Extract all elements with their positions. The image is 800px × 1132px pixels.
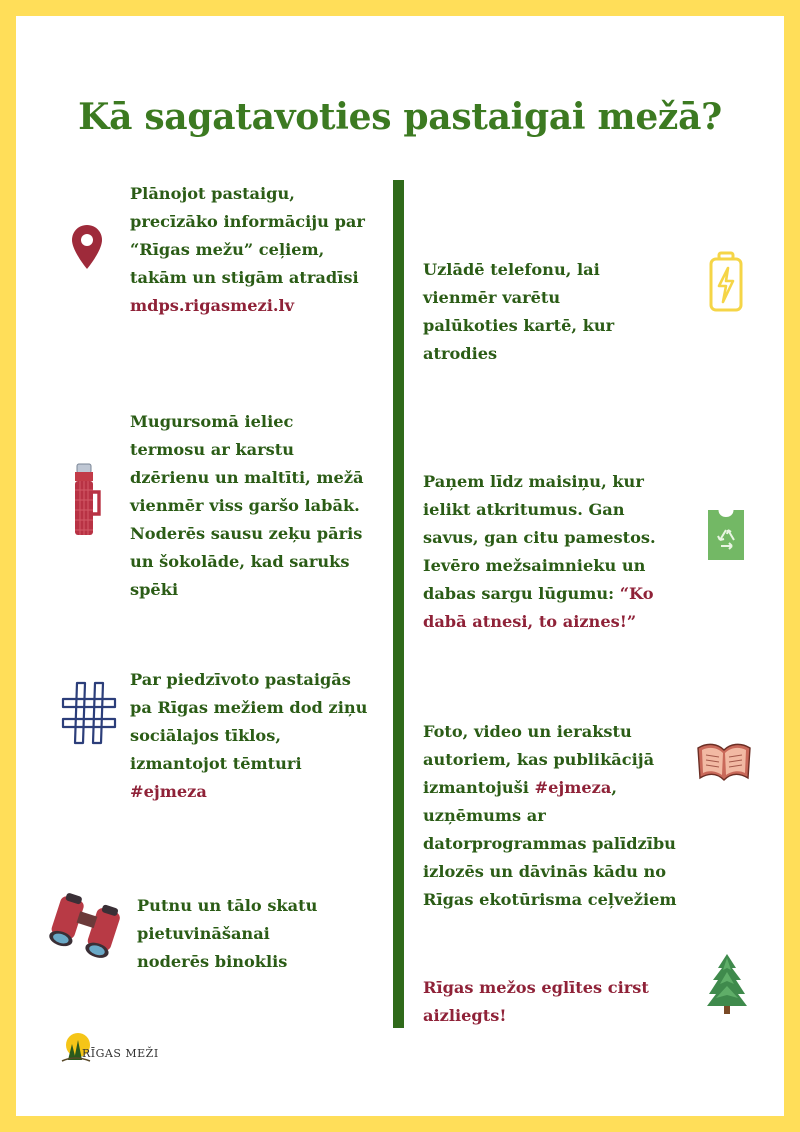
binoculars-icon: [46, 890, 128, 962]
center-divider: [393, 180, 404, 1028]
warning-text: Rīgas mežos eglītes cirst: [423, 978, 649, 997]
tip-trash-bag: [423, 468, 656, 636]
warning-text: aizliegts!: [423, 1006, 507, 1025]
website-link[interactable]: mdps.rigasmezi.lv: [130, 296, 295, 315]
logo-text: RĪGAS MEŽI: [82, 1047, 159, 1060]
tip-backpack: [130, 408, 364, 604]
tip-line: Mugursomā ieliec: [130, 412, 294, 431]
tip-lottery: [423, 718, 677, 914]
thermos-icon: [71, 462, 103, 538]
tip-line: palūkoties kartē, kur: [423, 316, 615, 335]
tip-line: Noderēs sausu zeķu pāris: [130, 524, 363, 543]
tip-line: takām un stigām atradīsi: [130, 268, 359, 287]
tip-planning: [130, 180, 365, 320]
tip-text: dabas sargu lūgumu:: [423, 584, 620, 603]
tip-line: precīzāko informāciju par: [130, 212, 365, 231]
tip-line: Rīgas ekotūrisma ceļvežiem: [423, 890, 677, 909]
tip-line: uzņēmums ar: [423, 806, 546, 825]
tip-line: vienmēr viss garšo labāk.: [130, 496, 360, 515]
tip-line: “Rīgas mežu” ceļiem,: [130, 240, 325, 259]
tip-line: noderēs binoklis: [137, 952, 288, 971]
tip-line: vienmēr varētu: [423, 288, 561, 307]
tip-line: izlozēs un dāvinās kādu no: [423, 862, 667, 881]
hashtag-text[interactable]: #ejmeza: [130, 782, 207, 801]
tip-line: pietuvināšanai: [137, 924, 270, 943]
battery-charging-icon: [706, 250, 746, 314]
tip-line: Par piedzīvoto pastaigās: [130, 670, 351, 689]
tip-line: termosu ar karstu: [130, 440, 294, 459]
tip-binoculars: [137, 892, 317, 976]
hashtag-icon: [60, 680, 118, 746]
tip-line: dzērienu un maltīti, mežā: [130, 468, 364, 487]
location-pin-icon: [70, 223, 104, 271]
page-title: Kā sagatavoties pastaigai mežā?: [78, 96, 722, 138]
fir-tree-icon: [704, 952, 750, 1016]
tip-charge-phone: [423, 256, 614, 368]
tip-line: Plānojot pastaigu,: [130, 184, 295, 203]
tip-line: datorprogrammas palīdzību: [423, 834, 676, 853]
tip-no-tree-cutting: [423, 974, 649, 1030]
tip-line: atrodies: [423, 344, 498, 363]
tip-line: pa Rīgas mežiem dod ziņu: [130, 698, 368, 717]
tip-line: [423, 774, 677, 802]
recycle-bag-icon: [704, 506, 748, 564]
tip-line: Uzlādē telefonu, lai: [423, 260, 600, 279]
open-book-icon: [694, 738, 754, 784]
tip-line: savus, gan citu pamestos.: [423, 528, 656, 547]
tip-line: izmantojot tēmturi: [130, 754, 302, 773]
tip-text: izmantojuši: [423, 778, 535, 797]
rigas-mezi-logo: [58, 1030, 168, 1070]
tip-line: Putnu un tālo skatu: [137, 896, 318, 915]
tip-line: Foto, video un ierakstu: [423, 722, 632, 741]
tip-line: ielikt atkritumus. Gan: [423, 500, 625, 519]
tip-line: Ievēro mežsaimnieku un: [423, 556, 646, 575]
slogan-text: “Ko: [619, 584, 654, 603]
tip-line: un šokolāde, kad saruks: [130, 552, 350, 571]
tip-line: sociālajos tīklos,: [130, 726, 281, 745]
tip-line: spēki: [130, 580, 179, 599]
hashtag-text: #ejmeza: [534, 778, 612, 797]
tip-line: Paņem līdz maisiņu, kur: [423, 472, 644, 491]
tip-line: [423, 580, 656, 608]
tip-social-media: [130, 666, 367, 806]
tip-line: autoriem, kas publikācijā: [423, 750, 655, 769]
tip-text: ,: [611, 778, 617, 797]
slogan-text: dabā atnesi, to aiznes!”: [423, 612, 637, 631]
